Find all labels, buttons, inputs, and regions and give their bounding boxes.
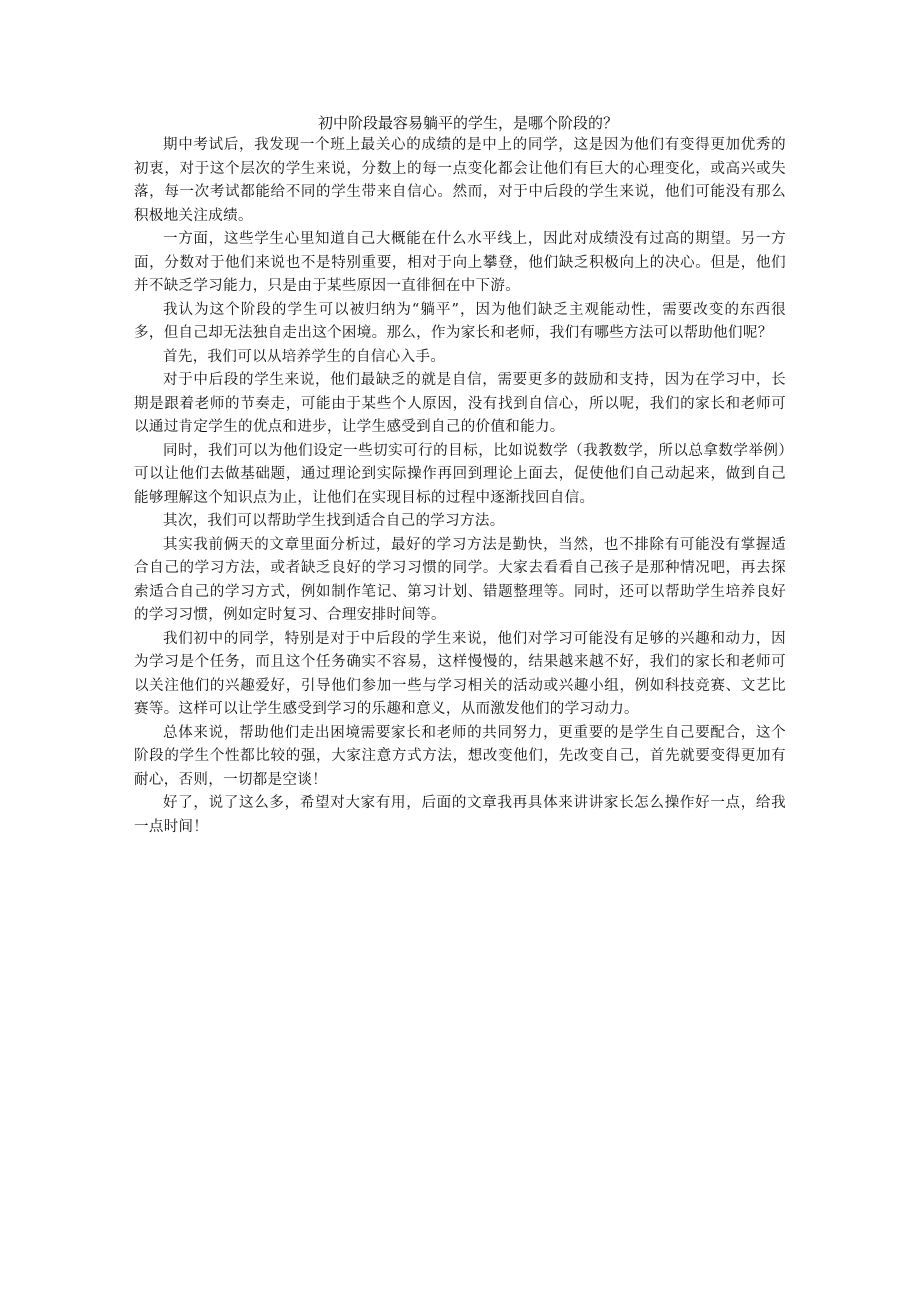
paragraph: 好了，说了这么多，希望对大家有用，后面的文章我再具体来讲讲家长怎么操作好一点，给我一点时间！: [134, 795, 786, 835]
paragraph: 期中考试后，我发现一个班上最关心的成绩的是中上的同学，这是因为他们有变得更加优秀的初衷，对于这个层次的学生来说，分数上的每一点变化都会让他们有巨大的心理变化，或高兴或失落，每一次考试都能给不同的学生带来自信心。然而，对于中后段的学生来说，他们可能没有那么积极地关注成绩。: [134, 137, 786, 224]
paragraph: 总体来说，帮助他们走出困境需要家长和老师的共同努力，更重要的是学生自己要配合，这个阶段的学生个性都比较的强，大家注意方式方法，想改变他们，先改变自己，首先就要变得更加有耐心，否则，一切都是空谈！: [134, 724, 786, 788]
paragraph: 其实我前俩天的文章里面分析过，最好的学习方法是勤快，当然，也不排除有可能没有掌握适合自己的学习方法，或者缺乏良好的学习习惯的同学。大家去看看自己孩子是那种情况吧，再去探索适合自己的学习方式，例如制作笔记、第习计划、错题整理等。同时，还可以帮助学生培养良好的学习习惯，例如定时复习、合理安排时间等。: [134, 536, 786, 623]
paragraph: 其次，我们可以帮助学生找到适合自己的学习方法。: [163, 513, 505, 529]
paragraph: 一方面，这些学生心里知道自己大概能在什么水平线上，因此对成绩没有过高的期望。另一方面，分数对于他们来说也不是特别重要，相对于向上攀登，他们缺乏积极向上的决心。但是，他们并不缺乏学习能力，只是由于某些原因一直徘徊在中下游。: [134, 231, 786, 294]
paragraph: 首先，我们可以从培养学生的自信心入手。: [163, 348, 446, 365]
paragraph: 同时，我们可以为他们设定一些切实可行的目标，比如说数学（我教数学，所以总拿数学举例）可以让他们去做基础题，通过理论到实际操作再回到理论上面去，促使他们自己动起来，做到自己能够理解这个知识点为止，让他们在实现目标的过程中逐渐找回自信。: [134, 442, 786, 506]
paragraph: 我认为这个阶段的学生可以被归纳为“躺平”，因为他们缺乏主观能动性，需要改变的东西很多，但自己却无法独自走出这个困境。那么，作为家长和老师，我们有哪些方法可以帮助他们呢？: [134, 301, 786, 341]
paragraph: 我们初中的同学，特别是对于中后段的学生来说，他们对学习可能没有足够的兴趣和动力，因为学习是个任务，而且这个任务确实不容易，这样慢慢的，结果越来越不好，我们的家长和老师可以关注他们的兴趣爱好，引导他们参加一些与学习相关的活动或兴趣小组，例如科技竞赛、文艺比赛等。这样可以让学生感受到学习的乐趣和意义，从而激发他们的学习动力。: [134, 630, 786, 717]
paragraph: 对于中后段的学生来说，他们最缺乏的就是自信，需要更多的鼓励和支持，因为在学习中，长期是跟着老师的节奏走，可能由于某些个人原因，没有找到自信心，所以呢，我们的家长和老师可以通过肯定学生的优点和进步，让学生感受到自己的价值和能力。: [134, 372, 786, 435]
document-title: 初中阶段最容易躺平的学生，是哪个阶段的？: [317, 114, 618, 132]
document-page: [134, 112, 786, 839]
